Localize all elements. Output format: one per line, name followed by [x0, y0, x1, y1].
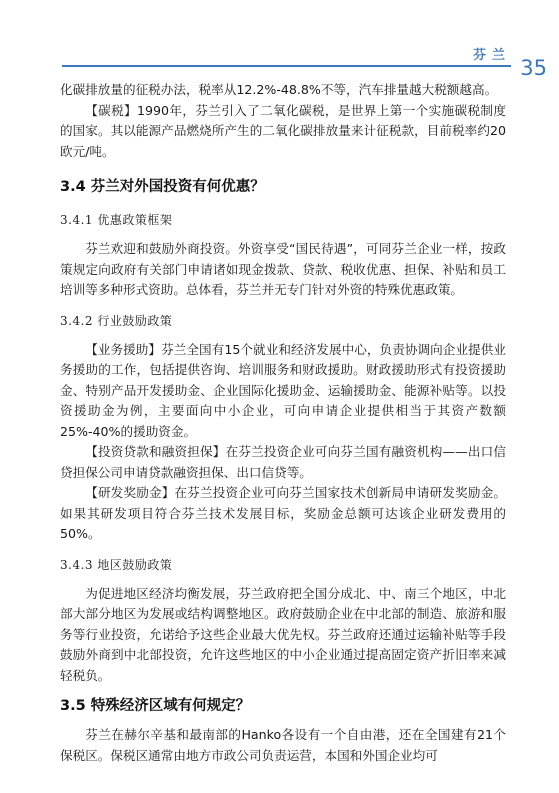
paragraph-framework: 芬兰欢迎和鼓励外商投资。外资享受“国民待遇”，可同芬兰企业一样，按政策规定向政府有关部门申请诸如现金拨款、贷款、税收优惠、担保、补贴和员工培训等多种形式资助。总体看，芬兰并无专门针对外资的特殊优惠政策。 [60, 241, 506, 297]
section-heading-3-5: 3.5 特殊经济区域有何规定？ [60, 698, 251, 714]
page-header [0, 0, 559, 80]
subsection-heading-3-4-1: 3.4.1 优惠政策框架 [60, 213, 173, 227]
header-rule [62, 65, 511, 67]
paragraph-investment-loans: 【投资贷款和融资担保】在芬兰投资企业可向芬兰国有融资机构——出口信贷担保公司申请贷款融资担保、出口信贷等。 [60, 444, 506, 480]
page-body [60, 80, 506, 766]
paragraph-free-port: 芬兰在赫尔辛基和最南部的Hanko各设有一个自由港，还在全国建有21个保税区。保税区通常由地方市政公司负责运营，本国和外国企业均可 [60, 727, 506, 763]
paragraph-regional: 为促进地区经济均衡发展，芬兰政府把全国分成北、中、南三个地区，中北部大部分地区为发展或结构调整地区。政府鼓励企业在中北部的制造、旅游和服务等行业投资，允诺给予这些企业最大优先权。芬兰政府还通过运输补贴等手段鼓励外商到中北部投资，允许这些地区的中小企业通过提高固定资产折旧率来减轻税负。 [60, 585, 506, 683]
running-title: 芬兰 [472, 48, 511, 63]
subsection-heading-3-4-2: 3.4.2 行业鼓励政策 [60, 313, 173, 328]
subsection-heading-3-4-3: 3.4.3 地区鼓励政策 [60, 557, 173, 572]
page-number: 35 [520, 56, 547, 80]
paragraph-carbon-tax: 【碳税】1990年，芬兰引入了二氧化碳税，是世界上第一个实施碳税制度的国家。其以能源产品燃烧所产生的二氧化碳排放量来计征税款，目前税率约20欧元/吨。 [60, 102, 506, 159]
section-heading-3-4: 3.4 芬兰对外国投资有何优惠？ [60, 179, 265, 195]
paragraph-rd-grant: 【研发奖励金】在芬兰投资企业可向芬兰国家技术创新局申请研发奖励金。如果其研发项目符合芬兰技术发展目标，奖励金总额可达该企业研发费用的50%。 [60, 485, 506, 541]
paragraph-business-aid: 【业务援助】芬兰全国有15个就业和经济发展中心，负责协调向企业提供业务援助的工作，包括提供咨询、培训服务和财政援助。财政援助形式有投资援助金、特别产品开发援助金、企业国际化援助金、运输援助金、能源补贴等。以投资援助金为例，主要面向中小企业，可向申请企业提供相当于其资产数额25%-40%的援助资金。 [60, 341, 506, 439]
paragraph-carbon-continued: 化碳排放量的征税办法，税率从12.2%-48.8%不等，汽车排量越大税额越高。 [60, 82, 498, 97]
